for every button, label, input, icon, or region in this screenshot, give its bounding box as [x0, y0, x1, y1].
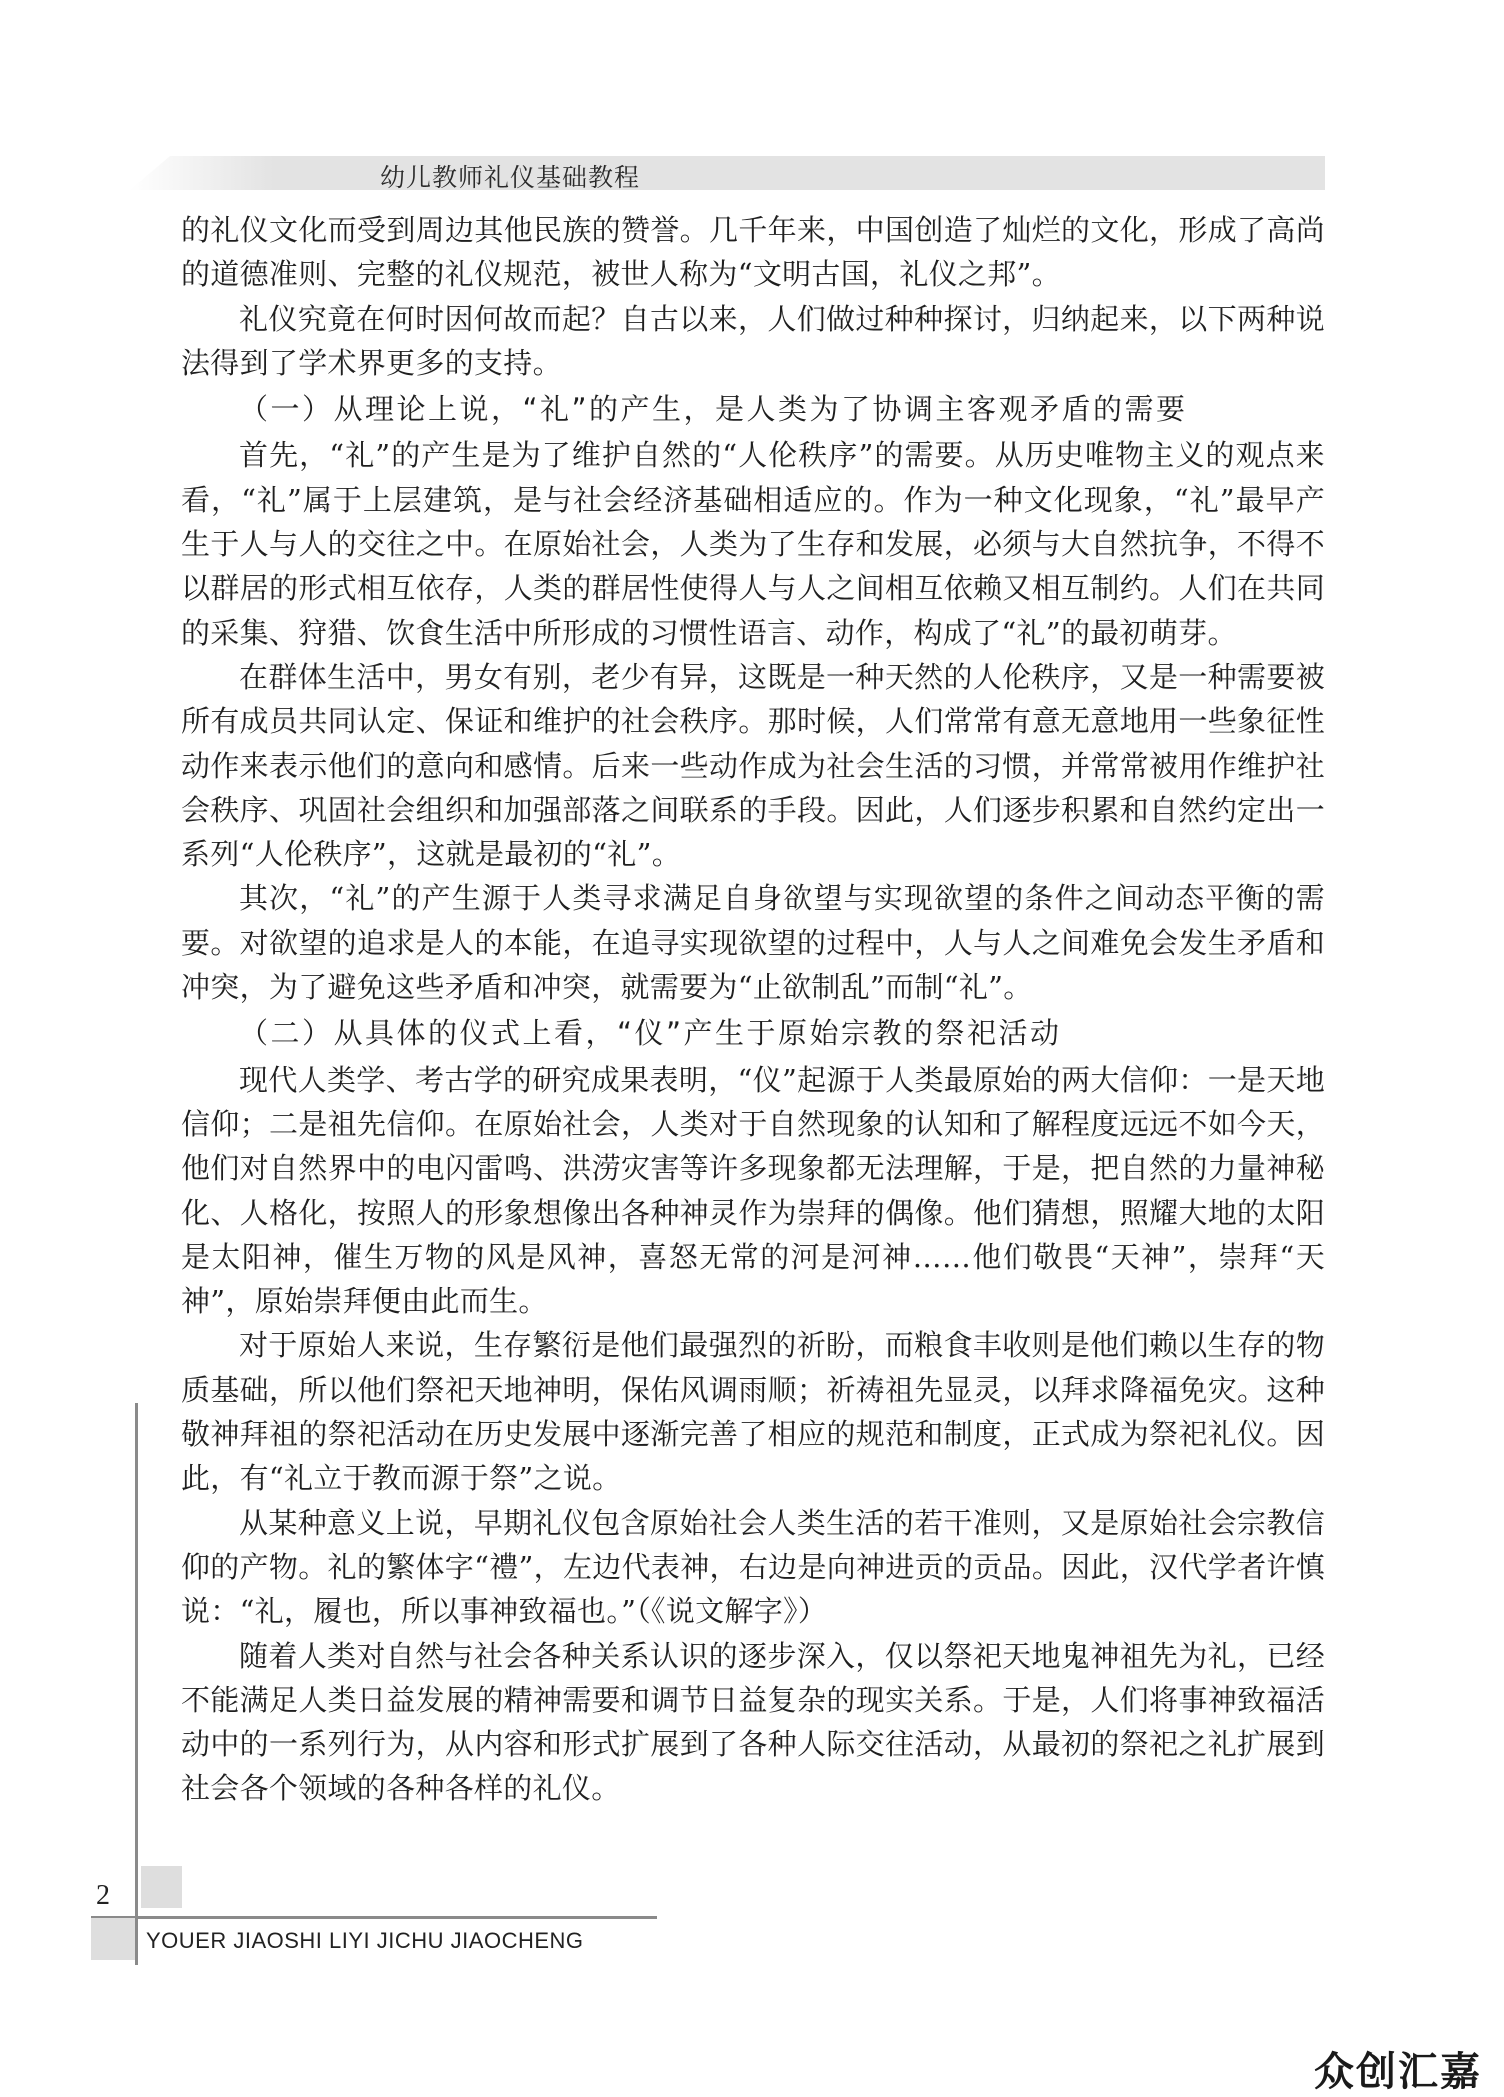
watermark-logo: 众创汇嘉 [1314, 2049, 1482, 2095]
paragraph: 首先，“礼”的产生是为了维护自然的“人伦秩序”的需要。从历史唯物主义的观点来看，“礼”属于上层建筑，是与社会经济基础相适应的。作为一种文化现象，“礼”最早产生于人与人的交往之中。在原始社会，人类为了生存和发展，必须与大自然抗争，不得不以群居的形式相互依存，人类的群居性使得人与人之间相互依赖又相互制约。人们在共同的采集、狩猎、饮食生活中所形成的习惯性语言、动作，构成了“礼”的最初萌芽。 [181, 438, 1325, 650]
paragraph: 从某种意义上说，早期礼仪包含原始社会人类生活的若干准则，又是原始社会宗教信仰的产物。礼的繁体字“禮”，左边代表神，右边是向神进贡的贡品。因此，汉代学者许慎说：“礼，履也，所以事神致福也。”（《说文解字》） [181, 1505, 1325, 1629]
footer-vertical-rule [135, 1403, 138, 1965]
paragraph: 现代人类学、考古学的研究成果表明，“仪”起源于人类最原始的两大信仰：一是天地信仰；二是祖先信仰。在原始社会，人类对于自然现象的认知和了解程度远远不如今天，他们对自然界中的电闪雷鸣、洪涝灾害等许多现象都无法理解，于是，把自然的力量神秘化、人格化，按照人的形象想像出各种神灵作为崇拜的偶像。他们猜想，照耀大地的太阳是太阳神，催生万物的风是风神，喜怒无常的河是河神……他们敬畏“天神”，崇拜“天神”，原始崇拜便由此而生。 [181, 1062, 1325, 1319]
footer-horizontal-rule [91, 1916, 657, 1919]
running-header-title: 幼儿教师礼仪基础教程 [380, 163, 641, 192]
page-body [181, 208, 1325, 1811]
paragraph: 的礼仪文化而受到周边其他民族的赞誉。几千年来，中国创造了灿烂的文化，形成了高尚的道德准则、完整的礼仪规范，被世人称为“文明古国，礼仪之邦”。 [181, 213, 1325, 292]
paragraph: 在群体生活中，男女有别，老少有异，这既是一种天然的人伦秩序，又是一种需要被所有成员共同认定、保证和维护的社会秩序。那时候，人们常常有意无意地用一些象征性动作来表示他们的意向和感情。后来一些动作成为社会生活的习惯，并常常被用作维护社会秩序、巩固社会组织和加强部落之间联系的手段。因此，人们逐步积累和自然约定出一系列“人伦秩序”，这就是最初的“礼”。 [181, 659, 1325, 872]
footer-gray-square [141, 1866, 182, 1908]
header-band [130, 156, 1325, 190]
paragraph: 礼仪究竟在何时因何故而起？自古以来，人们做过种种探讨，归纳起来，以下两种说法得到了学术界更多的支持。 [181, 301, 1325, 380]
paragraph: 随着人类对自然与社会各种关系认识的逐步深入，仅以祭祀天地鬼神祖先为礼，已经不能满足人类日益发展的精神需要和调节日益复杂的现实关系。于是，人们将事神致福活动中的一系列行为，从内容和形式扩展到了各种人际交往活动，从最初的祭祀之礼扩展到社会各个领域的各种各样的礼仪。 [181, 1638, 1325, 1806]
section-heading-2: （二）从具体的仪式上看，“仪”产生于原始宗教的祭祀活动 [239, 1016, 1062, 1051]
section-heading-1: （一）从理论上说，“礼”的产生，是人类为了协调主客观矛盾的需要 [239, 392, 1188, 427]
paragraph: 对于原始人来说，生存繁衍是他们最强烈的祈盼，而粮食丰收则是他们赖以生存的物质基础，所以他们祭祀天地神明，保佑风调雨顺；祈祷祖先显灵，以拜求降福免灾。这种敬神拜祖的祭祀活动在历史发展中逐渐完善了相应的规范和制度，正式成为祭祀礼仪。因此，有“礼立于教而源于祭”之说。 [181, 1328, 1325, 1496]
paragraph: 其次，“礼”的产生源于人类寻求满足自身欲望与实现欲望的条件之间动态平衡的需要。对欲望的追求是人的本能，在追寻实现欲望的过程中，人与人之间难免会发生矛盾和冲突，为了避免这些矛盾和冲突，就需要为“止欲制乱”而制“礼”。 [181, 881, 1325, 1005]
footer-english-title: YOUER JIAOSHI LIYI JICHU JIAOCHENG [146, 1928, 584, 1953]
footer-gray-square-lower [91, 1918, 135, 1960]
page-number: 2 [96, 1880, 110, 1911]
